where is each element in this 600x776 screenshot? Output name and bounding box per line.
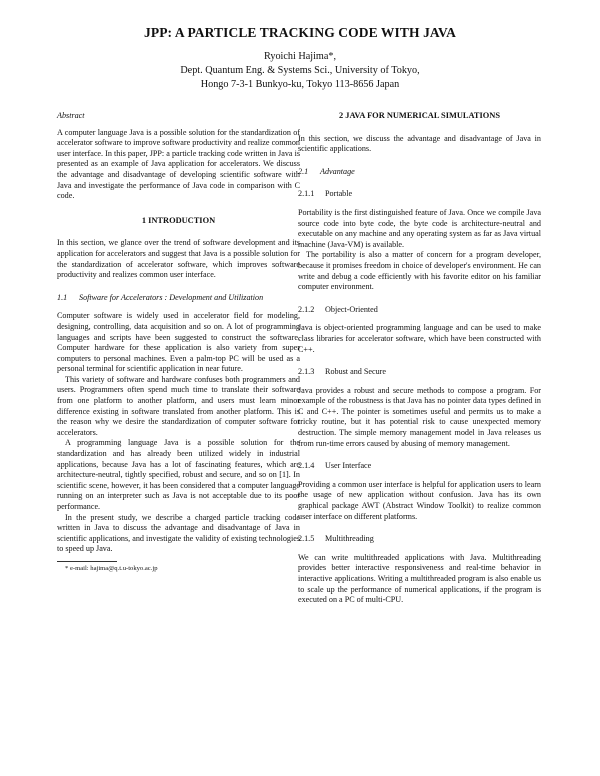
section-2-1-5-title: Multithreading [325, 534, 374, 544]
sec11-paragraph-1: Computer software is widely used in accelerator field for modeling, designing, controlling, data acquisition and so on. A lot of programming languages and scripts have been suggested to construct the software. Computer hardware for these application is also variety from super computers to personal machines. Even a palm-top PC will be used as a personal terminal for scientific application in near future. [57, 311, 300, 374]
sec215-paragraph: We can write multithreaded applications with Java. Multithreading provides better interactive responsiveness and real-time behavior in interactive applications. Writing a multithreaded program is also enable us to scale up the performance of numerical applications, if the program is executed on a PC of multi-CPU. [298, 552, 541, 605]
section-2-1-1-heading [298, 189, 541, 200]
footnote: * e-mail: hajima@q.t.u-tokyo.ac.jp [65, 564, 158, 572]
section-1-1-number: 1.1 [57, 292, 68, 302]
section-2-1-2-number: 2.1.2 [298, 304, 315, 314]
author-name: Ryoichi Hajima*, [263, 51, 337, 62]
section-2-1-2-title: Object-Oriented [325, 304, 378, 314]
sec213-paragraph: Java provides a robust and secure methods to compose a program. For example of the robustness is that Java has no pointer data types defined in C and C++. The pointer is sometimes useful and permits us to make a tricky routine, but it has potential risk to cause unexpected memory destruction. The simple memory management model in Java releases us from run-time errors caused by abusing of memory management. [298, 385, 541, 448]
sec11-paragraph-4: In the present study, we describe a charged particle tracking code written in Java to discuss the advantage and disadvantage of Java in scientific applications, and investigate the validity of existing technologies to speed up Java. [57, 512, 300, 554]
sec11-paragraph-2: This variety of software and hardware confuses both programmers and users. Programmers often spend much time to translate their software from one platform to another platform, and users must learn minor difference existing in software translated from another platform. This is the reason why we desire the standardization of computer software for accelerators. [57, 374, 300, 437]
section-2-1-3-title: Robust and Secure [325, 367, 386, 377]
section-1-heading: 1 INTRODUCTION [141, 215, 216, 225]
section-2-1-4-number: 2.1.4 [298, 461, 315, 471]
section-2-1-4-heading [298, 461, 541, 472]
author-affiliation: Dept. Quantum Eng. & Systems Sci., University of Tokyo, [180, 64, 420, 76]
section-2-1-number: 2.1 [298, 166, 309, 176]
section-1-1-title: Software for Accelerators : Development and Utilization [79, 292, 264, 302]
section-2-1-1-number: 2.1.1 [298, 189, 315, 199]
section-2-1-title: Advantage [320, 166, 355, 176]
sec214-paragraph: Providing a common user interface is helpful for application users to learn the usage of new application without confusion. Java has its own graphical package AWT (Abstract Window Toolkit) to realize common user interface on different platforms. [298, 479, 541, 521]
section-2-1-3-number: 2.1.3 [298, 367, 315, 377]
sec2-paragraph: In this section, we discuss the advantage and disadvantage of Java in scientific applications. [298, 133, 541, 154]
intro-paragraph: In this section, we glance over the trend of software development and its application for accelerators and suggest that Java is a possible solution for the standardization of accelerator software, which improves software productivity and realizes common user interface. [57, 238, 300, 280]
sec11-paragraph-3: A programming language Java is a possible solution for the standardization and has already been utilized widely in industrial applications, because Java has a lot of fascinating features, which are architecture-neutral, tightly specified, robust and secure, and so on [1]. In scientific scene, however, it has been considered that a computer language running on an interpreter such as Java is not acceptable due to its poor performance. [57, 438, 300, 511]
footnote-rule [57, 561, 117, 562]
author-block [0, 50, 600, 91]
abstract-text: A computer language Java is a possible solution for the standardization of accelerator software to improve software productivity and realize common user interface. In this paper, JPP: a particle tracking code written in Java is presented as an example of Java application for accelerators. We discuss the advantage and disadvantage of developing scientific software with Java and investigate the performance of Java code in comparison with C code. [57, 127, 300, 201]
abstract-heading: Abstract [57, 111, 85, 120]
right-column [298, 111, 541, 606]
section-2-1-5-heading [298, 534, 541, 545]
sec211-paragraph-2: The portability is also a matter of concern for a program developer, because it promises freedom in choice of developer's environment. He can write and debug a code efficiently with his favorite editor on his familiar computer environment. [298, 250, 541, 292]
section-2-1-5-number: 2.1.5 [298, 534, 315, 544]
author-address: Hongo 7-3-1 Bunkyo-ku, Tokyo 113-8656 Japan [200, 78, 400, 90]
section-2-1-heading [298, 167, 541, 178]
sec212-paragraph: Java is object-oriented programming language and can be used to make class libraries for accelerator software, which have been constructed with C++. [298, 323, 541, 354]
section-2-1-2-heading [298, 305, 541, 316]
section-2-1-1-title: Portable [325, 189, 353, 199]
section-2-1-4-title: User Interface [325, 461, 372, 471]
section-2-1-3-heading [298, 367, 541, 378]
paper-title: JPP: A PARTICLE TRACKING CODE WITH JAVA [144, 25, 456, 40]
left-column [57, 111, 300, 575]
section-1-1-heading [57, 293, 300, 304]
sec211-paragraph-1: Portability is the first distinguished feature of Java. Once we compile Java source code into byte code, the byte code is architecture-neutral and executable on any machine and any operating system as far as Java virtual machine (Java-VM) is available. [298, 207, 541, 249]
section-2-heading: 2 JAVA FOR NUMERICAL SIMULATIONS [338, 111, 500, 120]
